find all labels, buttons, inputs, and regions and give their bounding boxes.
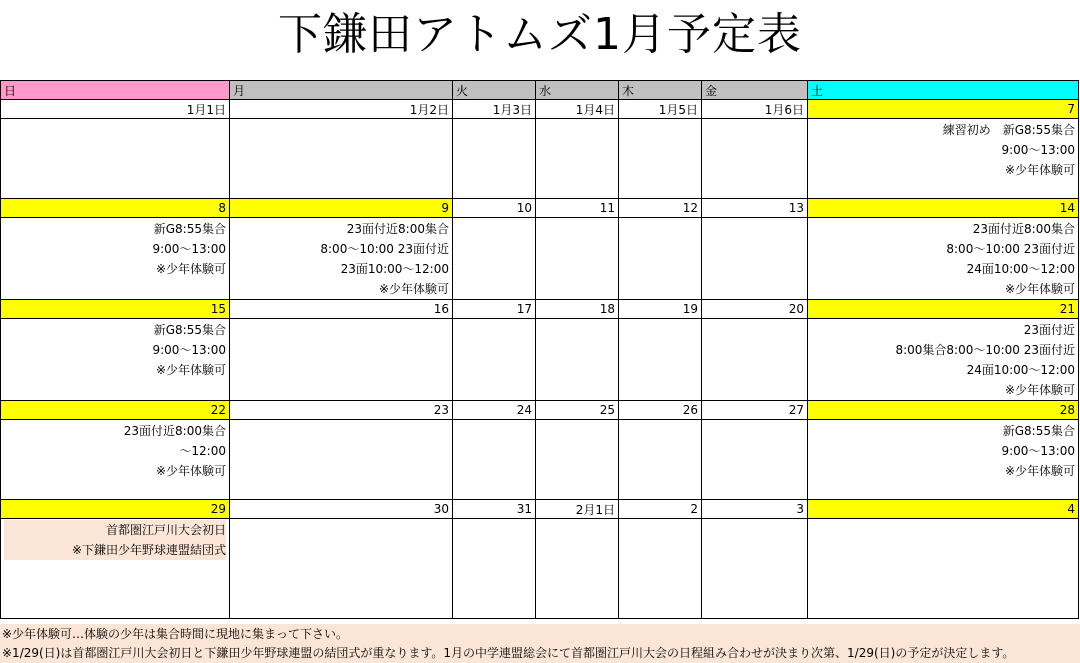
event-text: 9:00〜13:00	[1001, 143, 1075, 157]
event-cell	[230, 420, 453, 500]
event-cell	[619, 218, 702, 300]
page-title: 下鎌田アトムズ1月予定表	[278, 9, 802, 60]
date-cell: 1月2日	[230, 100, 453, 119]
event-cell	[536, 519, 619, 619]
date-cell: 23	[230, 401, 453, 420]
event-cell	[230, 119, 453, 199]
event-text: 9:00〜13:00	[152, 242, 226, 256]
event-text: 9:00〜13:00	[152, 343, 226, 357]
event-text: 8:00〜10:00 23面付近	[320, 242, 449, 256]
date-cell: 1月1日	[1, 100, 230, 119]
date-cell: 2	[619, 500, 702, 519]
event-text: ※下鎌田少年野球連盟結団式	[4, 540, 226, 560]
event-cell	[453, 218, 536, 300]
date-cell: 9	[230, 199, 453, 218]
event-text: 新G8:55集合	[153, 222, 226, 236]
event-cell	[702, 519, 808, 619]
event-text: 23面付近8:00集合	[346, 222, 449, 236]
date-cell: 17	[453, 300, 536, 319]
event-cell	[453, 519, 536, 619]
date-cell: 31	[453, 500, 536, 519]
event-text: ※少年体験可	[1004, 383, 1075, 397]
date-cell: 1月5日	[619, 100, 702, 119]
event-cell	[1, 519, 230, 619]
date-cell: 11	[536, 199, 619, 218]
weekday-header-sat: 土	[808, 81, 1079, 100]
date-cell: 14	[808, 199, 1079, 218]
event-row	[1, 420, 1079, 500]
event-text: 23面付近8:00集合	[123, 424, 226, 438]
event-cell	[453, 420, 536, 500]
date-row	[1, 100, 1079, 119]
date-cell: 30	[230, 500, 453, 519]
event-row	[1, 519, 1079, 619]
event-text: ※少年体験可	[378, 282, 449, 296]
date-cell: 12	[619, 199, 702, 218]
weekday-header-wed: 水	[536, 81, 619, 100]
event-cell	[702, 218, 808, 300]
date-cell: 24	[453, 401, 536, 420]
event-text: 8:00集合8:00〜10:00 23面付近	[895, 343, 1075, 357]
footnote-schedule: ※1/29(日)は首都圏江戸川大会初日と下鎌田少年野球連盟の結団式が重なります。1月の中学連盟総会にて首都圏江戸川大会の日程組み合わせが決まり次第、1/29(日)の予定が決定します。	[0, 643, 1080, 663]
date-cell: 15	[1, 300, 230, 319]
weekday-header-thu: 木	[619, 81, 702, 100]
date-cell: 1月3日	[453, 100, 536, 119]
date-cell: 8	[1, 199, 230, 218]
event-text: 首都圏江戸川大会初日	[4, 520, 226, 540]
date-cell: 20	[702, 300, 808, 319]
event-text: ※少年体験可	[1004, 282, 1075, 296]
event-cell	[702, 420, 808, 500]
event-cell	[536, 420, 619, 500]
date-cell: 21	[808, 300, 1079, 319]
event-text: ※少年体験可	[155, 262, 226, 276]
event-cell	[702, 319, 808, 401]
date-cell: 25	[536, 401, 619, 420]
event-cell	[1, 218, 230, 300]
weekday-header-mon: 月	[230, 81, 453, 100]
event-cell	[230, 519, 453, 619]
date-cell: 29	[1, 500, 230, 519]
weekday-header-row	[1, 81, 1079, 100]
event-text: 23面付近	[1023, 323, 1075, 337]
event-cell	[536, 119, 619, 199]
event-cell	[808, 519, 1079, 619]
date-cell: 3	[702, 500, 808, 519]
event-cell	[619, 519, 702, 619]
date-cell: 18	[536, 300, 619, 319]
weekday-header-tue: 火	[453, 81, 536, 100]
event-text: 24面10:00〜12:00	[966, 363, 1075, 377]
event-cell	[536, 218, 619, 300]
date-cell: 13	[702, 199, 808, 218]
event-cell	[536, 319, 619, 401]
weekday-header-fri: 金	[702, 81, 808, 100]
event-text: 新G8:55集合	[153, 323, 226, 337]
date-cell: 27	[702, 401, 808, 420]
footnote-trial: ※少年体験可…体験の少年は集合時間に現地に集まって下さい。	[0, 624, 1080, 644]
date-row	[1, 401, 1079, 420]
event-text: 〜12:00	[179, 444, 226, 458]
event-text: 24面10:00〜12:00	[966, 262, 1075, 276]
calendar-grid	[0, 80, 1079, 619]
event-row	[1, 119, 1079, 199]
date-row	[1, 500, 1079, 519]
event-cell	[619, 420, 702, 500]
date-cell: 16	[230, 300, 453, 319]
date-cell: 28	[808, 401, 1079, 420]
event-text: ※少年体験可	[155, 464, 226, 478]
event-cell	[808, 420, 1079, 500]
event-row	[1, 319, 1079, 401]
date-cell: 1月6日	[702, 100, 808, 119]
event-cell	[1, 119, 230, 199]
date-cell: 1月4日	[536, 100, 619, 119]
event-cell	[808, 319, 1079, 401]
event-cell	[453, 319, 536, 401]
event-text: 23面10:00〜12:00	[340, 262, 449, 276]
event-cell	[230, 218, 453, 300]
date-cell: 7	[808, 100, 1079, 119]
event-text: 8:00〜10:00 23面付近	[946, 242, 1075, 256]
event-cell	[453, 119, 536, 199]
event-cell	[808, 119, 1079, 199]
event-text: 新G8:55集合	[1002, 424, 1075, 438]
event-text: 練習初め 新G8:55集合	[942, 123, 1075, 137]
date-cell: 2月1日	[536, 500, 619, 519]
event-text: 9:00〜13:00	[1001, 444, 1075, 458]
date-row	[1, 199, 1079, 218]
event-text: ※少年体験可	[1004, 163, 1075, 177]
event-text: ※少年体験可	[155, 363, 226, 377]
date-row	[1, 300, 1079, 319]
event-text: ※少年体験可	[1004, 464, 1075, 478]
date-cell: 22	[1, 401, 230, 420]
event-cell	[619, 319, 702, 401]
date-cell: 4	[808, 500, 1079, 519]
event-cell	[230, 319, 453, 401]
weekday-header-sun: 日	[1, 81, 230, 100]
date-cell: 19	[619, 300, 702, 319]
event-cell	[1, 420, 230, 500]
event-row	[1, 218, 1079, 300]
event-text: 23面付近8:00集合	[972, 222, 1075, 236]
event-cell	[702, 119, 808, 199]
event-cell	[1, 319, 230, 401]
event-cell	[808, 218, 1079, 300]
date-cell: 10	[453, 199, 536, 218]
date-cell: 26	[619, 401, 702, 420]
event-cell	[619, 119, 702, 199]
